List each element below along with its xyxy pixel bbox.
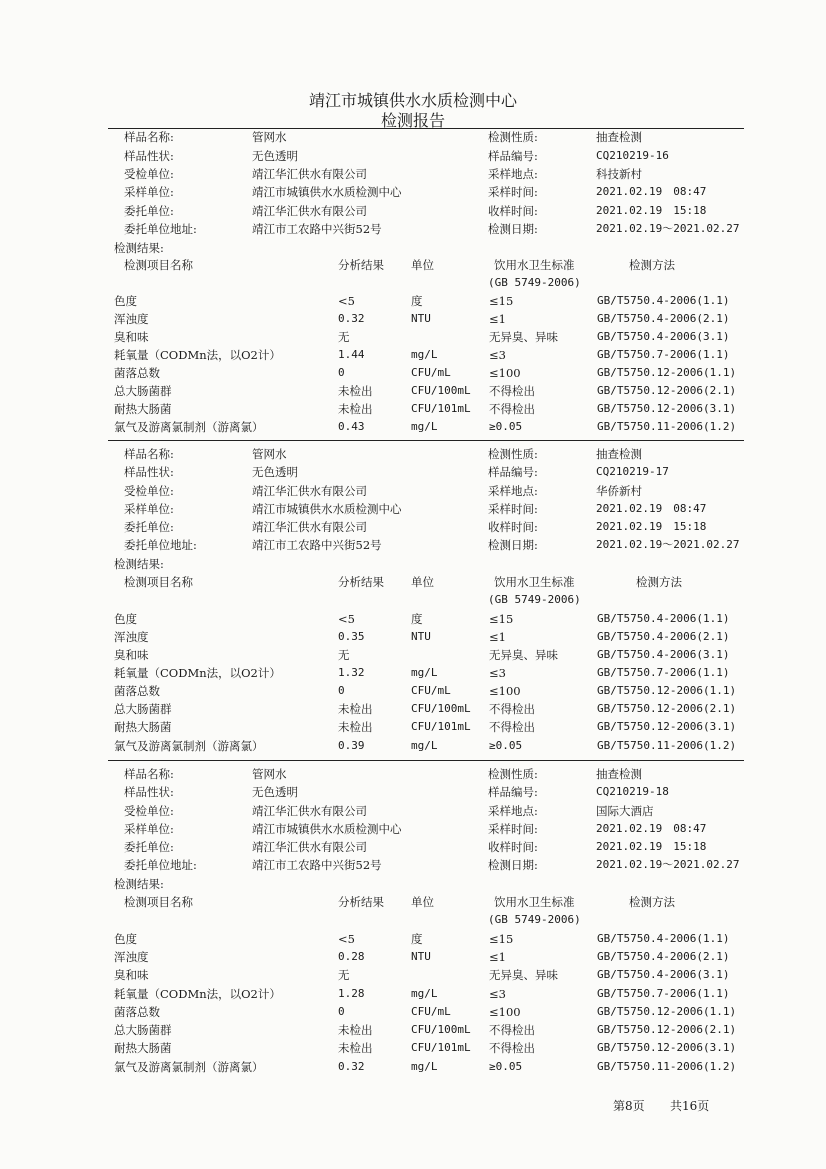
column-header-item: 检测项目名称 [124,575,193,589]
result-standard: ≤3 [489,666,506,680]
test-date-label: 检测日期: [488,858,538,872]
result-value: 0.28 [338,950,365,963]
result-method: GB/T5750.11-2006(1.2) [597,739,737,752]
receiving-time-label: 收样时间: [488,840,538,854]
result-standard: ≤1 [489,950,506,964]
result-standard: ≤15 [489,294,514,308]
result-standard: ≤1 [489,312,506,326]
result-unit: mg/L [411,666,438,679]
sampling-unit-label: 采样单位: [124,822,174,836]
column-header-result: 分析结果 [338,258,384,272]
sampling-location-value: 科技新村 [596,167,642,181]
result-standard: 不得检出 [489,702,535,716]
client-unit-label: 委托单位: [124,520,174,534]
receiving-time-value: 2021.02.19 15:18 [596,204,707,217]
result-value: 未检出 [338,1041,373,1055]
result-item: 臭和味 [114,968,149,982]
sampling-location-label: 采样地点: [488,804,538,818]
column-header-standard-code: (GB 5749-2006) [488,276,581,289]
result-standard: ≥0.05 [489,739,523,752]
result-unit: CFU/100mL [411,702,471,715]
result-item: 菌落总数 [114,366,160,380]
result-unit: CFU/100mL [411,1023,471,1036]
result-unit: 度 [411,932,423,946]
column-header-item: 检测项目名称 [124,895,193,909]
result-standard: ≥0.05 [489,420,523,433]
client-address-value: 靖江市工农路中兴街52号 [252,538,382,552]
result-standard: ≤100 [489,1005,521,1019]
column-header-standard-code: (GB 5749-2006) [488,913,581,926]
result-standard: 不得检出 [489,1023,535,1037]
inspection-type-value: 抽查检测 [596,767,642,781]
result-unit: mg/L [411,739,438,752]
results-label: 检测结果: [114,557,164,571]
sampling-time-label: 采样时间: [488,822,538,836]
result-item: 色度 [114,294,137,308]
result-method: GB/T5750.12-2006(2.1) [597,384,737,397]
result-item: 总大肠菌群 [114,702,172,716]
client-unit-value: 靖江华汇供水有限公司 [252,520,367,534]
client-unit-value: 靖江华汇供水有限公司 [252,204,367,218]
result-standard: 不得检出 [489,402,535,416]
result-method: GB/T5750.12-2006(3.1) [597,1041,737,1054]
result-method: GB/T5750.7-2006(1.1) [597,348,730,361]
test-date-label: 检测日期: [488,538,538,552]
result-value: 1.44 [338,348,365,361]
sample-number-value: CQ210219-17 [596,465,669,478]
sample-name-label: 样品名称: [124,130,174,144]
result-item: 色度 [114,932,137,946]
sample-section [0,447,826,763]
column-header-standard: 饮用水卫生标准 [494,575,575,589]
result-unit: NTU [411,630,431,643]
sampling-unit-label: 采样单位: [124,502,174,516]
client-unit-label: 委托单位: [124,204,174,218]
result-standard: 无异臭、异味 [489,968,558,982]
inspected-unit-value: 靖江华汇供水有限公司 [252,804,367,818]
inspection-type-label: 检测性质: [488,447,538,461]
client-address-label: 委托单位地址: [124,858,197,872]
results-label: 检测结果: [114,877,164,891]
result-standard: ≤15 [489,612,514,626]
result-value: 无 [338,330,350,344]
result-method: GB/T5750.12-2006(3.1) [597,720,737,733]
result-value: 无 [338,648,350,662]
result-unit: 度 [411,612,423,626]
result-method: GB/T5750.4-2006(3.1) [597,968,730,981]
column-header-unit: 单位 [411,258,434,272]
sample-name-value: 管网水 [252,130,287,144]
result-item: 菌落总数 [114,1005,160,1019]
result-item: 总大肠菌群 [114,1023,172,1037]
result-unit: mg/L [411,348,438,361]
result-standard: 不得检出 [489,720,535,734]
result-method: GB/T5750.7-2006(1.1) [597,987,730,1000]
inspection-type-value: 抽查检测 [596,447,642,461]
sampling-time-label: 采样时间: [488,185,538,199]
result-item: 氯气及游离氯制剂（游离氯） [114,739,264,753]
column-header-item: 检测项目名称 [124,258,193,272]
result-item: 氯气及游离氯制剂（游离氯） [114,1060,264,1074]
column-header-standard: 饮用水卫生标准 [494,895,575,909]
sample-name-label: 样品名称: [124,767,174,781]
test-date-value: 2021.02.19～2021.02.27 [596,538,740,551]
column-header-standard: 饮用水卫生标准 [494,258,575,272]
result-item: 总大肠菌群 [114,384,172,398]
result-method: GB/T5750.4-2006(2.1) [597,630,730,643]
column-header-method: 检测方法 [636,575,682,589]
result-unit: CFU/mL [411,366,451,379]
sampling-location-value: 国际大酒店 [596,804,654,818]
column-header-result: 分析结果 [338,575,384,589]
result-item: 菌落总数 [114,684,160,698]
sampling-unit-value: 靖江市城镇供水水质检测中心 [252,502,402,516]
result-item: 耗氧量（CODMn法，以O2计） [114,666,281,680]
client-unit-label: 委托单位: [124,840,174,854]
result-method: GB/T5750.12-2006(3.1) [597,402,737,415]
report-title: 检测报告 [380,111,445,130]
result-method: GB/T5750.12-2006(1.1) [597,1005,737,1018]
inspected-unit-label: 受检单位: [124,804,174,818]
result-item: 臭和味 [114,330,149,344]
result-method: GB/T5750.4-2006(1.1) [597,612,730,625]
client-address-value: 靖江市工农路中兴街52号 [252,222,382,236]
receiving-time-label: 收样时间: [488,520,538,534]
sample-name-value: 管网水 [252,767,287,781]
result-unit: 度 [411,294,423,308]
client-address-label: 委托单位地址: [124,538,197,552]
result-value: 0.43 [338,420,365,433]
result-value: 1.28 [338,987,365,1000]
result-item: 耐热大肠菌 [114,402,172,416]
result-item: 耐热大肠菌 [114,1041,172,1055]
result-item: 耗氧量（CODMn法，以O2计） [114,348,281,362]
result-method: GB/T5750.12-2006(2.1) [597,702,737,715]
sampling-location-value: 华侨新村 [596,484,642,498]
result-standard: 无异臭、异味 [489,648,558,662]
result-standard: 无异臭、异味 [489,330,558,344]
sample-property-value: 无色透明 [252,465,298,479]
result-value: <5 [338,932,355,946]
org-title: 靖江市城镇供水水质检测中心 [308,91,517,110]
sampling-location-label: 采样地点: [488,484,538,498]
result-method: GB/T5750.12-2006(1.1) [597,366,737,379]
results-label: 检测结果: [114,241,164,255]
sample-number-value: CQ210219-18 [596,785,669,798]
sample-section [0,767,826,1083]
result-method: GB/T5750.4-2006(2.1) [597,950,730,963]
inspected-unit-label: 受检单位: [124,167,174,181]
column-header-method: 检测方法 [629,258,675,272]
sample-name-value: 管网水 [252,447,287,461]
result-standard: ≤15 [489,932,514,946]
client-address-label: 委托单位地址: [124,222,197,236]
sample-property-label: 样品性状: [124,465,174,479]
column-header-method: 检测方法 [629,895,675,909]
test-date-value: 2021.02.19～2021.02.27 [596,222,740,235]
result-unit: CFU/101mL [411,402,471,415]
page-total: 共16页 [670,1099,710,1113]
receiving-time-value: 2021.02.19 15:18 [596,840,707,853]
result-method: GB/T5750.11-2006(1.2) [597,420,737,433]
result-item: 浑浊度 [114,630,149,644]
sample-number-value: CQ210219-16 [596,149,669,162]
inspected-unit-value: 靖江华汇供水有限公司 [252,167,367,181]
result-value: 0.32 [338,1060,365,1073]
result-method: GB/T5750.4-2006(2.1) [597,312,730,325]
inspected-unit-value: 靖江华汇供水有限公司 [252,484,367,498]
result-value: 0 [338,1005,345,1018]
column-header-standard-code: (GB 5749-2006) [488,593,581,606]
sampling-time-value: 2021.02.19 08:47 [596,185,707,198]
sample-number-label: 样品编号: [488,465,538,479]
result-method: GB/T5750.11-2006(1.2) [597,1060,737,1073]
result-value: 1.32 [338,666,365,679]
result-value: 未检出 [338,720,373,734]
result-unit: CFU/100mL [411,384,471,397]
test-date-label: 检测日期: [488,222,538,236]
sampling-location-label: 采样地点: [488,167,538,181]
sample-number-label: 样品编号: [488,785,538,799]
result-method: GB/T5750.4-2006(3.1) [597,648,730,661]
result-value: 0 [338,366,345,379]
result-method: GB/T5750.7-2006(1.1) [597,666,730,679]
result-value: 未检出 [338,702,373,716]
result-unit: mg/L [411,420,438,433]
result-standard: ≤3 [489,987,506,1001]
result-standard: ≤100 [489,366,521,380]
result-item: 耗氧量（CODMn法，以O2计） [114,987,281,1001]
sample-property-label: 样品性状: [124,785,174,799]
client-address-value: 靖江市工农路中兴街52号 [252,858,382,872]
sample-property-value: 无色透明 [252,149,298,163]
receiving-time-value: 2021.02.19 15:18 [596,520,707,533]
sampling-time-value: 2021.02.19 08:47 [596,502,707,515]
result-unit: NTU [411,312,431,325]
result-method: GB/T5750.4-2006(3.1) [597,330,730,343]
sampling-unit-value: 靖江市城镇供水水质检测中心 [252,822,402,836]
result-value: 无 [338,968,350,982]
column-header-unit: 单位 [411,575,434,589]
result-value: 未检出 [338,402,373,416]
result-standard: 不得检出 [489,384,535,398]
inspection-type-label: 检测性质: [488,767,538,781]
page-number: 第8页 [613,1099,645,1113]
result-value: 未检出 [338,1023,373,1037]
result-item: 臭和味 [114,648,149,662]
test-date-value: 2021.02.19～2021.02.27 [596,858,740,871]
divider [108,128,744,129]
result-standard: 不得检出 [489,1041,535,1055]
result-item: 色度 [114,612,137,626]
result-unit: NTU [411,950,431,963]
result-unit: CFU/mL [411,684,451,697]
sample-property-label: 样品性状: [124,149,174,163]
result-item: 浑浊度 [114,312,149,326]
result-unit: CFU/101mL [411,1041,471,1054]
result-standard: ≥0.05 [489,1060,523,1073]
result-unit: mg/L [411,1060,438,1073]
inspected-unit-label: 受检单位: [124,484,174,498]
inspection-type-value: 抽查检测 [596,130,642,144]
result-method: GB/T5750.4-2006(1.1) [597,294,730,307]
receiving-time-label: 收样时间: [488,204,538,218]
sample-number-label: 样品编号: [488,149,538,163]
result-value: 0.35 [338,630,365,643]
result-value: <5 [338,612,355,626]
client-unit-value: 靖江华汇供水有限公司 [252,840,367,854]
result-item: 浑浊度 [114,950,149,964]
result-value: <5 [338,294,355,308]
inspection-type-label: 检测性质: [488,130,538,144]
sampling-unit-value: 靖江市城镇供水水质检测中心 [252,185,402,199]
result-method: GB/T5750.4-2006(1.1) [597,932,730,945]
result-unit: CFU/mL [411,1005,451,1018]
sample-property-value: 无色透明 [252,785,298,799]
result-item: 氯气及游离氯制剂（游离氯） [114,420,264,434]
sample-name-label: 样品名称: [124,447,174,461]
result-item: 耐热大肠菌 [114,720,172,734]
result-method: GB/T5750.12-2006(1.1) [597,684,737,697]
result-value: 0 [338,684,345,697]
column-header-unit: 单位 [411,895,434,909]
result-standard: ≤100 [489,684,521,698]
result-unit: mg/L [411,987,438,1000]
result-value: 0.32 [338,312,365,325]
column-header-result: 分析结果 [338,895,384,909]
sampling-time-value: 2021.02.19 08:47 [596,822,707,835]
result-value: 未检出 [338,384,373,398]
sampling-unit-label: 采样单位: [124,185,174,199]
sample-section [0,130,826,446]
sampling-time-label: 采样时间: [488,502,538,516]
result-unit: CFU/101mL [411,720,471,733]
result-standard: ≤1 [489,630,506,644]
result-value: 0.39 [338,739,365,752]
result-method: GB/T5750.12-2006(2.1) [597,1023,737,1036]
result-standard: ≤3 [489,348,506,362]
